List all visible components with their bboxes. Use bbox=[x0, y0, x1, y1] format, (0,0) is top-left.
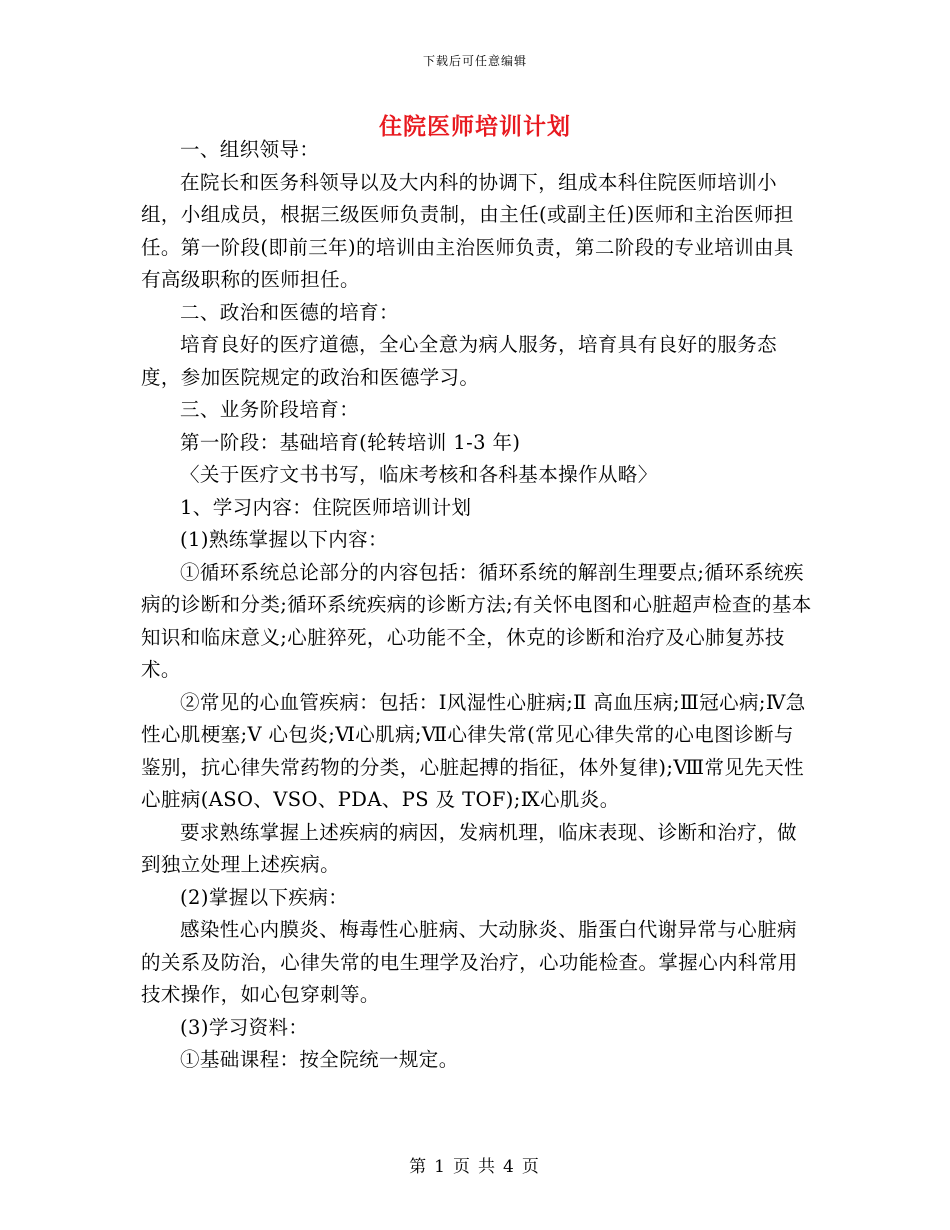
list-item-circulatory-overview: ①循环系统总论部分的内容包括：循环系统的解剖生理要点;循环系统疾病的诊断和分类;循环系统疾病的诊断方法;有关怀电图和心脏超声检查的基本知识和临床意义;心脏猝死，心功能不全，休克的诊断和治疗及心肺复苏技术。 bbox=[141, 560, 812, 681]
document-body bbox=[141, 134, 813, 1077]
page-number: 1 bbox=[434, 1157, 447, 1177]
paragraph-study-content: 1、学习内容：住院医师培训计划 bbox=[180, 495, 472, 519]
list-item-basic-courses: ①基础课程：按全院统一规定。 bbox=[180, 1048, 459, 1071]
document-title: 住院医师培训计划 bbox=[379, 113, 571, 140]
subheading-master: (1)熟练掌握以下内容： bbox=[180, 528, 388, 551]
total-pages: 4 bbox=[503, 1157, 516, 1177]
paragraph-stage-one: 第一阶段：基础培育(轮转培训 1-3 年) bbox=[180, 430, 521, 454]
paragraph-requirements: 要求熟练掌握上述疾病的病因，发病机理，临床表现、诊断和治疗，做到独立处理上述疾病。 bbox=[141, 820, 797, 876]
list-item-common-diseases: ②常见的心血管疾病：包括：Ⅰ风湿性心脏病;Ⅱ 高血压病;Ⅲ冠心病;Ⅳ急性心肌梗塞;Ⅴ 心包炎;Ⅵ心肌病;Ⅶ心律失常(常见心律失常的心电图诊断与鉴别，抗心律失常药物的分类，心脏起搏的指征，体外复律);Ⅷ常见先天性心脏病(ASO、VSO、PDA、PS 及 TOF);Ⅸ心肌炎。 bbox=[141, 690, 806, 811]
section-heading-stages: 三、业务阶段培育： bbox=[180, 398, 360, 421]
page-footer bbox=[0, 1152, 950, 1177]
section-heading-ethics: 二、政治和医德的培育： bbox=[180, 300, 399, 324]
footer-total-label: 页 bbox=[521, 1157, 541, 1177]
paragraph-ethics: 培育良好的医疗道德，全心全意为病人服务，培育具有良好的服务态度，参加医院规定的政治和医德学习。 bbox=[141, 333, 778, 389]
subheading-materials: (3)学习资料： bbox=[180, 1015, 309, 1039]
subheading-grasp: (2)掌握以下疾病： bbox=[180, 885, 349, 909]
page-header: 下载后可任意编辑 bbox=[422, 54, 527, 68]
paragraph-grasp-diseases: 感染性心内膜炎、梅毒性心脏病、大动脉炎、脂蛋白代谢异常与心脏病的关系及防治，心律失常的电生理学及治疗，心功能检查。掌握心内科常用技术操作，如心包穿刺等。 bbox=[141, 918, 798, 1006]
footer-page-label: 页 bbox=[453, 1157, 472, 1177]
section-heading-organization: 一、组织领导： bbox=[180, 138, 320, 161]
paragraph-note: 〈关于医疗文书书写，临床考核和各科基本操作从略〉 bbox=[180, 463, 658, 486]
paragraph-organization: 在院长和医务科领导以及大内科的协调下，组成本科住院医师培训小组，小组成员，根据三级医师负责制，由主任(或副主任)医师和主治医师担任。第一阶段(即前三年)的培训由主治医师负责，第二阶段的专业培训由具有高级职称的医师担任。 bbox=[141, 170, 794, 291]
footer-total-prefix: 共 bbox=[478, 1157, 497, 1177]
footer-prefix: 第 bbox=[409, 1157, 429, 1177]
